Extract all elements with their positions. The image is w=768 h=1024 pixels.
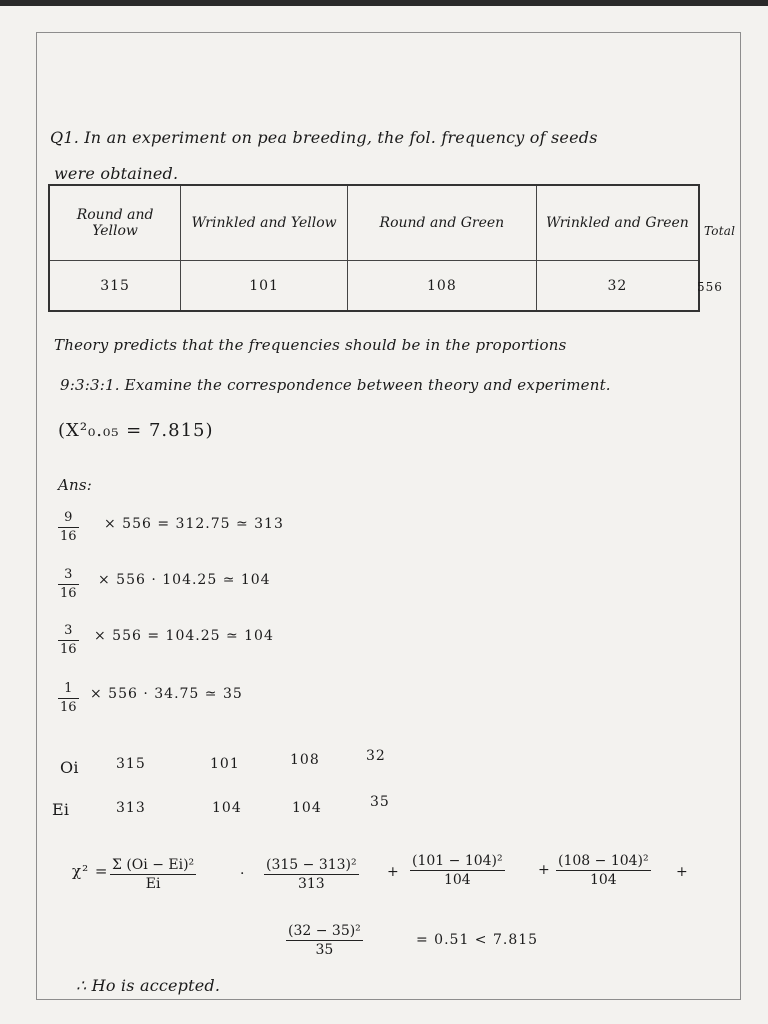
chi-square-result: = 0.51 < 7.815 bbox=[416, 932, 539, 948]
fraction-numerator: 1 bbox=[64, 681, 73, 696]
frequency-table bbox=[48, 184, 700, 312]
fraction-denominator: 104 bbox=[589, 872, 617, 888]
value-round-yellow: 315 bbox=[49, 261, 181, 312]
plus-sign: + bbox=[676, 864, 689, 880]
chi-square-lhs: χ² = bbox=[72, 862, 109, 880]
fraction-numerator: (101 − 104)² bbox=[412, 853, 503, 869]
fraction-denominator: 16 bbox=[60, 700, 77, 715]
observed-1: 315 bbox=[116, 756, 146, 772]
expected-3: 104 bbox=[292, 800, 322, 816]
term-4-fraction bbox=[286, 922, 363, 959]
fraction-numerator: (315 − 313)² bbox=[266, 857, 357, 873]
fraction-numerator: 3 bbox=[64, 623, 73, 638]
observed-2: 101 bbox=[210, 756, 240, 772]
term-3-fraction bbox=[556, 852, 651, 889]
observed-3: 108 bbox=[290, 752, 320, 768]
fraction-1-16 bbox=[58, 680, 79, 717]
table-value-row bbox=[49, 261, 699, 312]
fraction-denominator: 35 bbox=[315, 942, 334, 958]
theory-line-2: 9:3:3:1. Examine the correspondence between theory and experiment. bbox=[60, 376, 611, 394]
expected-calc-1: × 556 = 312.75 ≃ 313 bbox=[104, 516, 284, 532]
header-round-green: Round and Green bbox=[348, 185, 537, 261]
fraction-3-16-a bbox=[58, 566, 79, 603]
fraction-numerator: (32 − 35)² bbox=[288, 923, 361, 939]
header-wrinkled-green: Wrinkled and Green bbox=[536, 185, 699, 261]
conclusion: ∴ Ho is accepted. bbox=[76, 976, 221, 995]
term-1-fraction bbox=[264, 856, 359, 893]
expected-calc-4: × 556 · 34.75 ≃ 35 bbox=[90, 686, 243, 702]
value-wrinkled-green: 32 bbox=[536, 261, 699, 312]
dot-operator: · bbox=[240, 866, 246, 882]
value-wrinkled-yellow: 101 bbox=[181, 261, 348, 312]
fraction-denominator: 16 bbox=[60, 642, 77, 657]
fraction-denominator: 16 bbox=[60, 529, 77, 544]
total-value: 556 bbox=[697, 280, 723, 294]
expected-calc-3: × 556 = 104.25 ≃ 104 bbox=[94, 628, 274, 644]
fraction-numerator: Σ (Oi − Ei)² bbox=[112, 857, 195, 873]
expected-4: 35 bbox=[370, 794, 390, 810]
fraction-numerator: 3 bbox=[64, 567, 73, 582]
plus-sign: + bbox=[387, 864, 400, 880]
observed-4: 32 bbox=[366, 748, 386, 764]
fraction-denominator: Ei bbox=[145, 876, 161, 892]
fraction-9-16 bbox=[58, 509, 79, 546]
table-header-row bbox=[49, 185, 699, 261]
fraction-3-16-b bbox=[58, 622, 79, 659]
plus-sign: + bbox=[538, 862, 551, 878]
expected-1: 313 bbox=[116, 800, 146, 816]
observed-label: Oi bbox=[60, 758, 79, 777]
chi-square-given: (X²₀.₀₅ = 7.815) bbox=[58, 420, 214, 441]
theory-line-1: Theory predicts that the frequencies should be in the proportions bbox=[54, 336, 567, 354]
question-line-2: were obtained. bbox=[54, 164, 179, 183]
chi-sum-fraction bbox=[110, 856, 196, 893]
expected-label: Ei bbox=[52, 800, 70, 819]
term-2-fraction bbox=[410, 852, 505, 889]
fraction-numerator: 9 bbox=[64, 510, 73, 525]
fraction-denominator: 104 bbox=[443, 872, 471, 888]
question-line-1: Q1. In an experiment on pea breeding, the fol. frequency of seeds bbox=[50, 128, 598, 147]
fraction-denominator: 313 bbox=[297, 876, 325, 892]
notebook-page bbox=[0, 6, 768, 1024]
header-wrinkled-yellow: Wrinkled and Yellow bbox=[181, 185, 348, 261]
fraction-denominator: 16 bbox=[60, 586, 77, 601]
value-round-green: 108 bbox=[348, 261, 537, 312]
answer-label: Ans: bbox=[58, 476, 93, 494]
header-round-yellow: Round and Yellow bbox=[49, 185, 181, 261]
fraction-numerator: (108 − 104)² bbox=[558, 853, 649, 869]
expected-2: 104 bbox=[212, 800, 242, 816]
expected-calc-2: × 556 · 104.25 ≃ 104 bbox=[98, 572, 271, 588]
total-label: Total bbox=[704, 224, 736, 238]
